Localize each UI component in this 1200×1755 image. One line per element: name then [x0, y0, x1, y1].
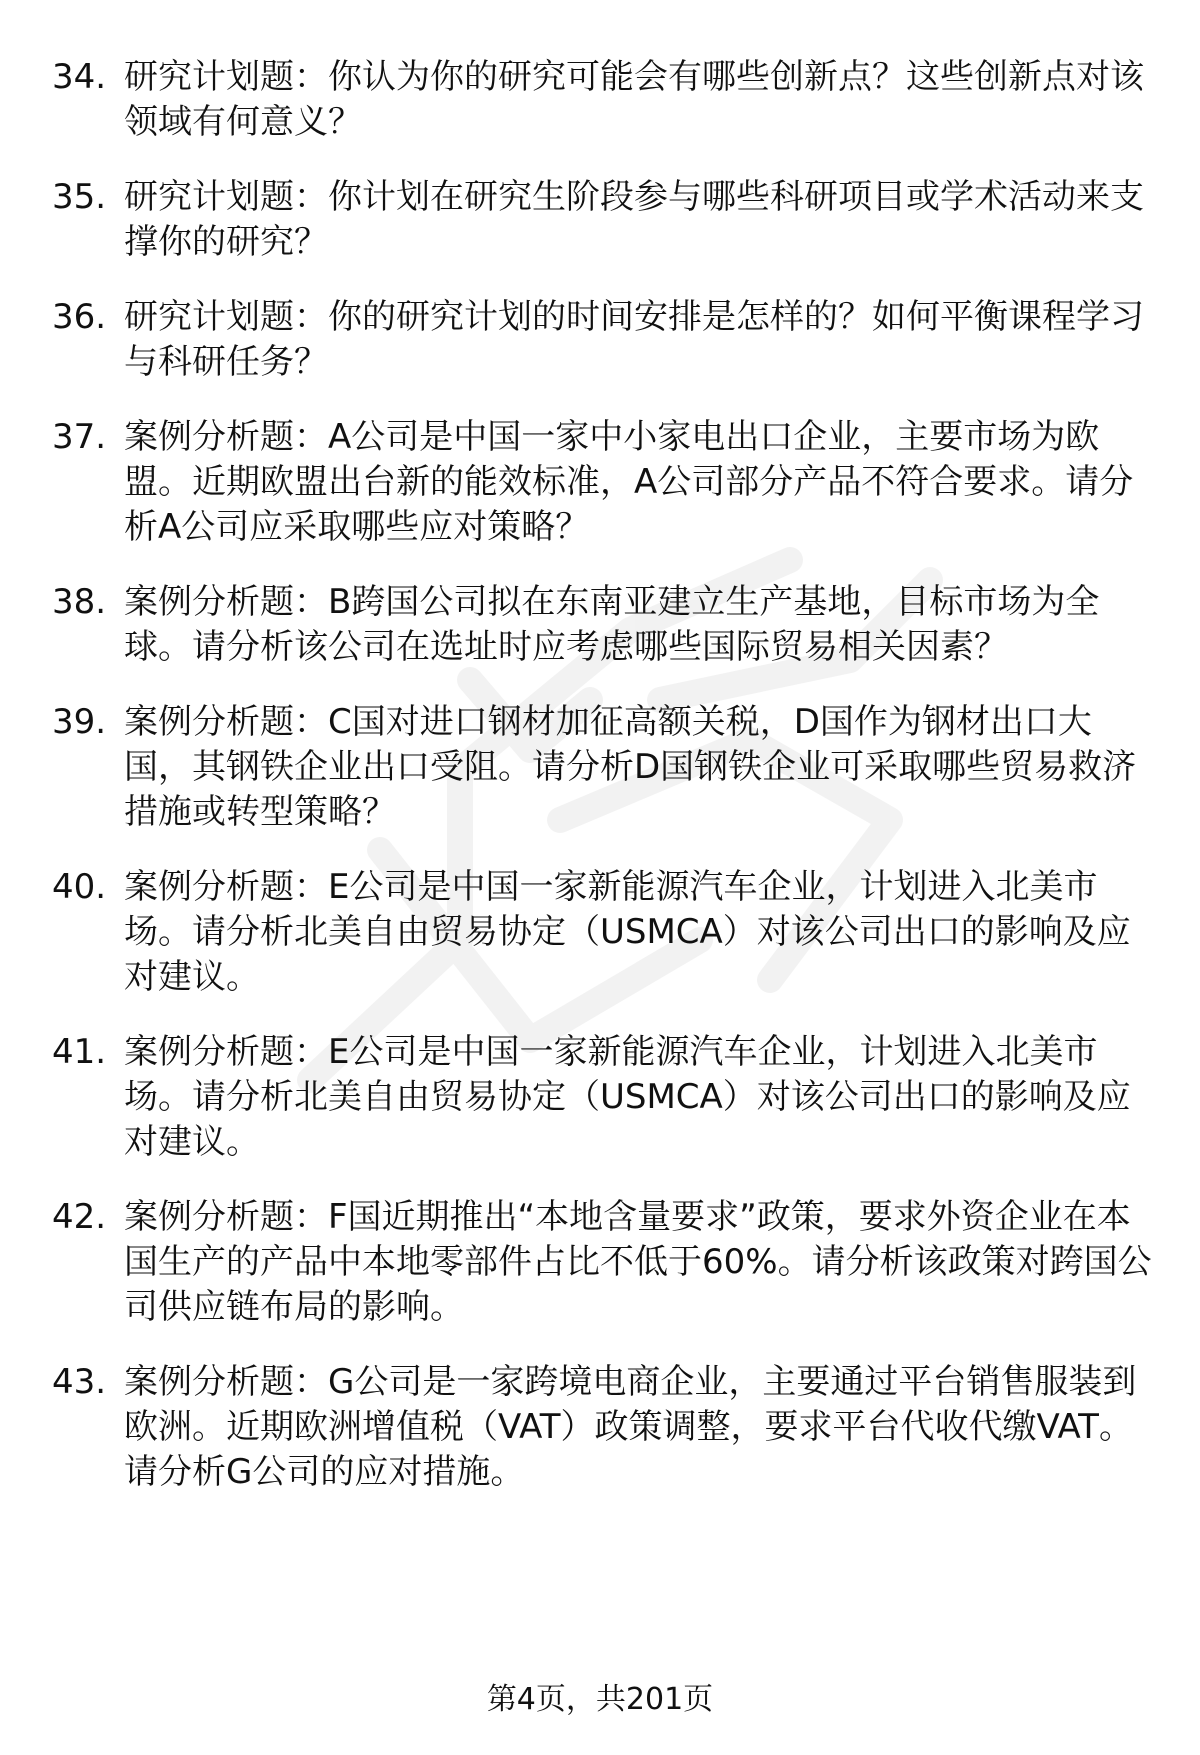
question-number: 43.	[52, 1362, 107, 1402]
question-number: 37.	[52, 417, 107, 457]
question-item	[52, 55, 1162, 145]
question-item	[52, 175, 1162, 265]
question-number: 34.	[52, 57, 107, 97]
question-number: 40.	[52, 867, 107, 907]
question-text: 案例分析题：F国近期推出“本地含量要求”政策，要求外资企业在本国生产的产品中本地零部件占比不低于60%。请分析该政策对跨国公司供应链布局的影响。	[124, 1197, 1152, 1327]
question-text: 案例分析题：E公司是中国一家新能源汽车企业，计划进入北美市场。请分析北美自由贸易协定（USMCA）对该公司出口的影响及应对建议。	[124, 867, 1131, 997]
question-text: 案例分析题：A公司是中国一家中小家电出口企业，主要市场为欧盟。近期欧盟出台新的能效标准，A公司部分产品不符合要求。请分析A公司应采取哪些应对策略？	[124, 417, 1134, 547]
question-item	[52, 1195, 1162, 1330]
question-text: 案例分析题：E公司是中国一家新能源汽车企业，计划进入北美市场。请分析北美自由贸易协定（USMCA）对该公司出口的影响及应对建议。	[124, 1032, 1131, 1162]
question-number: 42.	[52, 1197, 107, 1237]
question-text: 案例分析题：B跨国公司拟在东南亚建立生产基地，目标市场为全球。请分析该公司在选址时应考虑哪些国际贸易相关因素？	[124, 582, 1100, 667]
question-item	[52, 1030, 1162, 1165]
question-number: 39.	[52, 702, 107, 742]
question-number: 41.	[52, 1032, 107, 1072]
question-text: 案例分析题：C国对进口钢材加征高额关税，D国作为钢材出口大国，其钢铁企业出口受阻。请分析D国钢铁企业可采取哪些贸易救济措施或转型策略？	[124, 702, 1137, 832]
question-text: 研究计划题：你计划在研究生阶段参与哪些科研项目或学术活动来支撑你的研究？	[124, 177, 1144, 262]
question-item	[52, 415, 1162, 550]
question-item	[52, 1360, 1162, 1495]
question-item	[52, 700, 1162, 835]
question-item	[52, 295, 1162, 385]
question-text: 研究计划题：你的研究计划的时间安排是怎样的？如何平衡课程学习与科研任务？	[124, 297, 1144, 382]
question-text: 研究计划题：你认为你的研究可能会有哪些创新点？这些创新点对该领域有何意义？	[124, 57, 1144, 142]
question-item	[52, 865, 1162, 1000]
question-number: 36.	[52, 297, 107, 337]
question-number: 35.	[52, 177, 107, 217]
page-footer: 第4页，共201页	[486, 1682, 714, 1717]
question-number: 38.	[52, 582, 107, 622]
question-text: 案例分析题：G公司是一家跨境电商企业，主要通过平台销售服装到欧洲。近期欧洲增值税（VAT）政策调整，要求平台代收代缴VAT。请分析G公司的应对措施。	[124, 1362, 1137, 1492]
question-item	[52, 580, 1162, 670]
question-list	[52, 55, 1162, 1525]
